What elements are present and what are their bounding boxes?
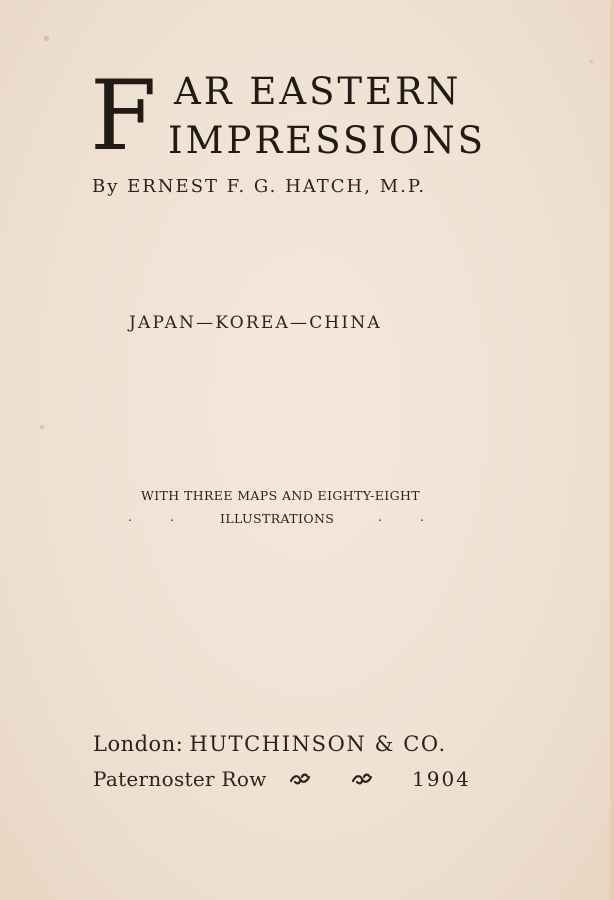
publisher-name: HUTCHINSON & CO.: [189, 732, 447, 756]
illustrations-word: ILLUSTRATIONS: [220, 511, 335, 526]
subtitle-countries: JAPAN—KOREA—CHINA: [129, 313, 382, 333]
foxing-spot: [40, 425, 44, 429]
illustrations-note-line-1: WITH THREE MAPS AND EIGHTY-EIGHT: [140, 488, 421, 503]
publisher-city: London:: [93, 732, 184, 756]
ornamental-dots-left: ..: [128, 509, 212, 524]
foxing-spot: [590, 60, 593, 63]
fleuron-ornament-icon: [289, 772, 311, 786]
foxing-spot: [44, 36, 49, 41]
ornamental-dots-right: ..: [378, 509, 462, 524]
fleuron-ornament-icon: [351, 772, 373, 786]
page-edge: [610, 0, 614, 900]
imprint-line-1: [93, 730, 447, 758]
illustrations-note-line-2: [128, 509, 462, 529]
publisher-street: Paternoster Row: [93, 767, 267, 791]
title-dropcap: F: [90, 60, 157, 172]
author-line: By ERNEST F. G. HATCH, M.P.: [92, 176, 427, 197]
title-line-1: AR EASTERN: [174, 70, 462, 113]
publication-year: 1904: [412, 767, 471, 791]
imprint-line-2: [93, 765, 471, 795]
title-line-2: IMPRESSIONS: [168, 119, 486, 162]
